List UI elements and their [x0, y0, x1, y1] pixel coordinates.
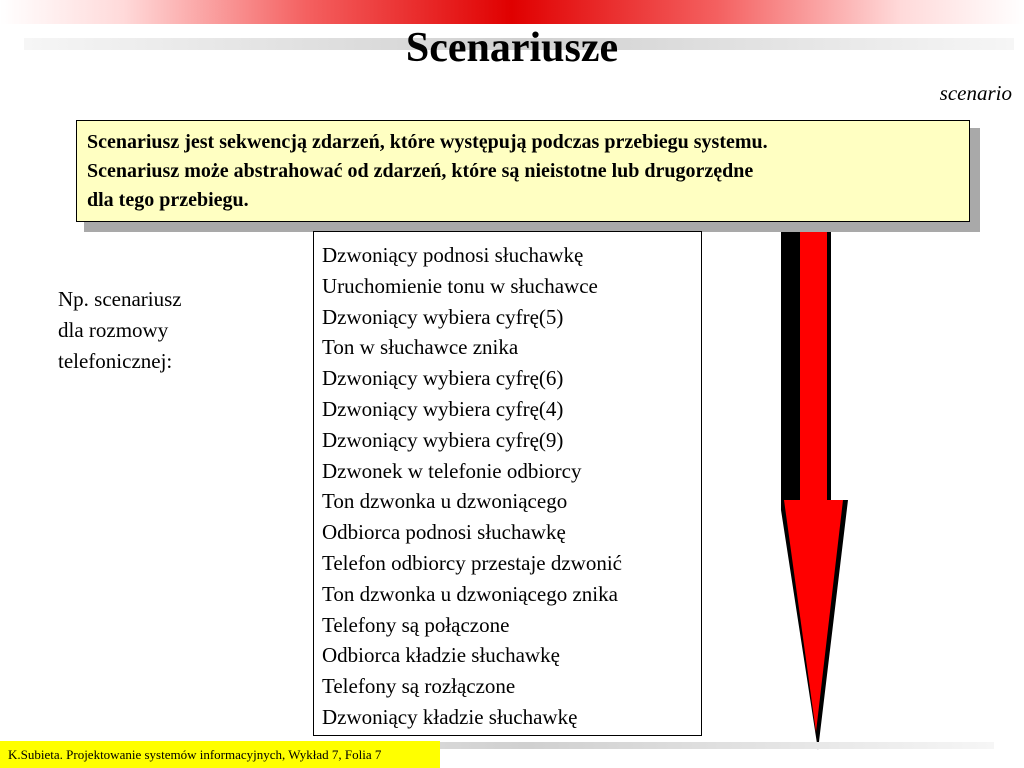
scenario-step: Telefony są połączone: [322, 612, 510, 637]
scenario-step: Dzwoniący podnosi słuchawkę: [322, 243, 584, 267]
definition-line: Scenariusz jest sekwencją zdarzeń, które występują podczas przebiegu systemu.: [87, 131, 768, 153]
scenario-step: Dzwoniący wybiera cyfrę(4): [322, 396, 564, 421]
slide-title: Scenariusze: [405, 25, 619, 71]
example-label: [58, 284, 182, 377]
footer-caption: K.Subieta. Projektowanie systemów informacyjnych, Wykład 7, Folia 7: [0, 741, 440, 768]
scenario-step: Odbiorca podnosi słuchawkę: [322, 520, 566, 545]
scenario-steps-list: [322, 240, 701, 733]
scenario-step: Ton dzwonka u dzwoniącego znika: [322, 581, 618, 606]
example-label-line: telefonicznej:: [58, 349, 173, 373]
scenario-step: Telefony są rozłączone: [322, 674, 516, 699]
scenario-step: Dzwoniący wybiera cyfrę(5): [322, 304, 564, 329]
definition-line: Scenariusz może abstrahować od zdarzeń, które są nieistotne lub drugorzędne: [87, 160, 754, 182]
example-label-line: dla rozmowy: [58, 318, 169, 342]
scenario-step: Ton dzwonka u dzwoniącego: [322, 489, 568, 514]
slide-subtitle: scenario: [939, 81, 1012, 105]
scenario-step: Telefon odbiorcy przestaje dzwonić: [322, 550, 622, 575]
definition-line: dla tego przebiegu.: [87, 189, 249, 211]
scenario-step: Dzwoniący wybiera cyfrę(9): [322, 427, 564, 452]
definition-box: [76, 120, 970, 222]
scenario-step: Dzwoniący wybiera cyfrę(6): [322, 366, 564, 391]
scenario-step: Dzwoniący kładzie słuchawkę: [322, 704, 578, 729]
down-arrow-icon: [776, 232, 856, 752]
scenario-step: Ton w słuchawce znika: [322, 335, 519, 360]
scenario-step: Uruchomienie tonu w słuchawce: [322, 273, 598, 298]
scenario-step: Dzwonek w telefonie odbiorcy: [322, 458, 582, 483]
top-decorative-band: [0, 0, 1024, 24]
scenario-steps-box: [313, 231, 702, 736]
scenario-step: Odbiorca kładzie słuchawkę: [322, 643, 560, 668]
example-label-line: Np. scenariusz: [58, 287, 182, 311]
